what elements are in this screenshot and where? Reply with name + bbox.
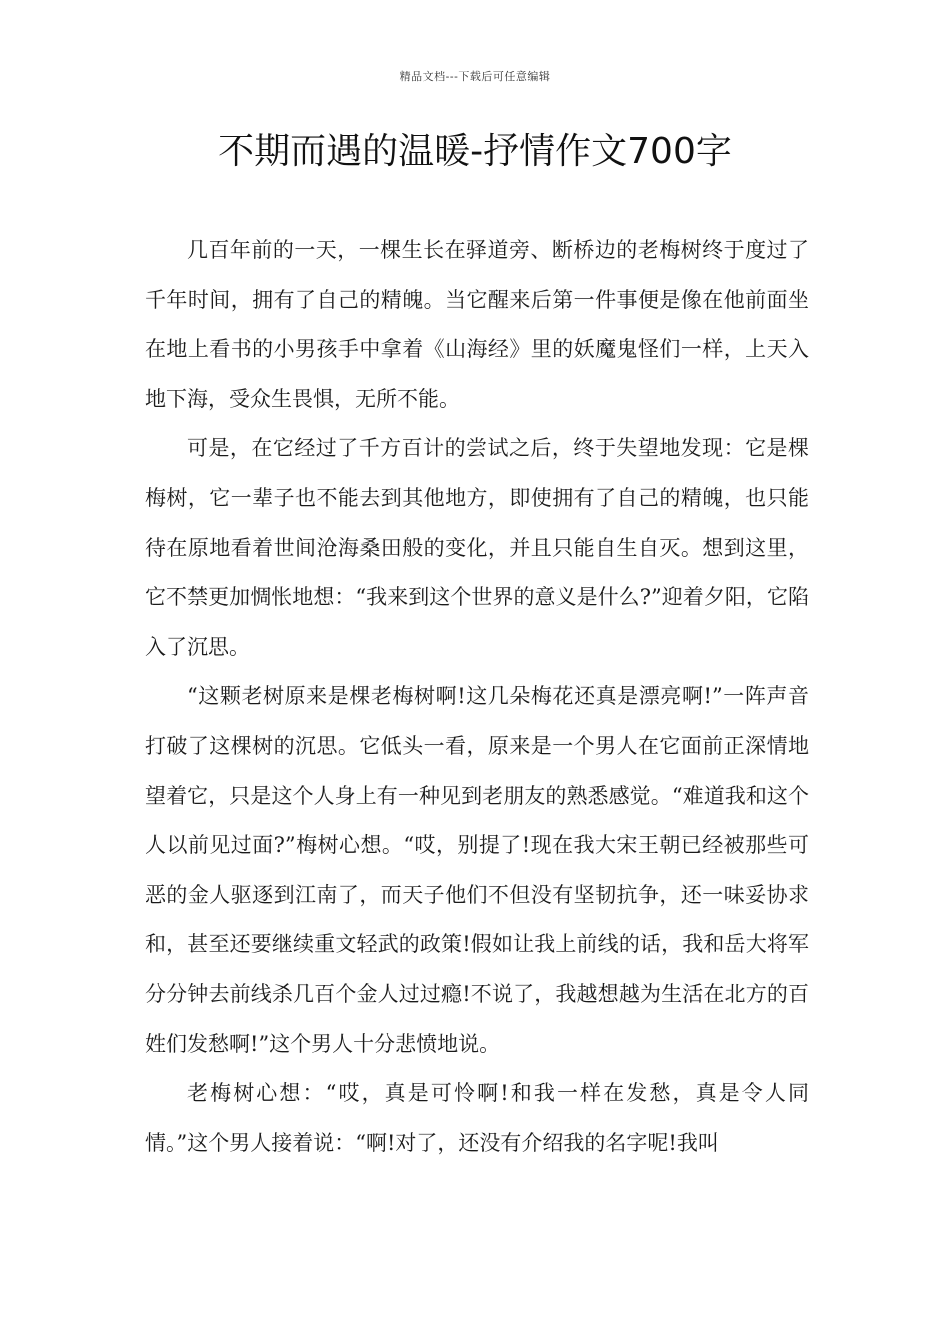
paragraph-3: “这颗老树原来是棵老梅树啊!这几朵梅花还真是漂亮啊!”一阵声音打破了这棵树的沉思。它低头一看，原来是一个男人在它面前正深情地望着它，只是这个人身上有一种见到老朋友的熟悉感觉。“难道我和这个人以前见过面?”梅树心想。“哎，别提了!现在我大宋王朝已经被那些可恶的金人驱逐到江南了，而天子他们不但没有坚韧抗争，还一味妥协求和，甚至还要继续重文轻武的政策!假如让我上前线的话，我和岳大将军分分钟去前线杀几百个金人过过瘾!不说了，我越想越为生活在北方的百姓们发愁啊!”这个男人十分悲愤地说。	[145, 684, 809, 1056]
article-body	[145, 226, 809, 1168]
paragraph-1: 几百年前的一天，一棵生长在驿道旁、断桥边的老梅树终于度过了千年时间，拥有了自己的精魄。当它醒来后第一件事便是像在他前面坐在地上看书的小男孩手中拿着《山海经》里的妖魔鬼怪们一样，上天入地下海，受众生畏惧，无所不能。	[145, 238, 809, 411]
page-title: 不期而遇的温暖-抒情作文700字	[218, 131, 732, 172]
paragraph-2: 可是，在它经过了千方百计的尝试之后，终于失望地发现：它是棵梅树，它一辈子也不能去到其他地方，即使拥有了自己的精魄，也只能待在原地看着世间沧海桑田般的变化，并且只能自生自灭。想到这里，它不禁更加惆怅地想：“我来到这个世界的意义是什么?”迎着夕阳，它陷入了沉思。	[145, 436, 809, 659]
paragraph-4: 老梅树心想：“哎，真是可怜啊!和我一样在发愁，真是令人同情。”这个男人接着说：“啊!对了，还没有介绍我的名字呢!我叫	[145, 1081, 809, 1155]
header-note: 精品文档---下载后可任意编辑	[399, 70, 551, 83]
